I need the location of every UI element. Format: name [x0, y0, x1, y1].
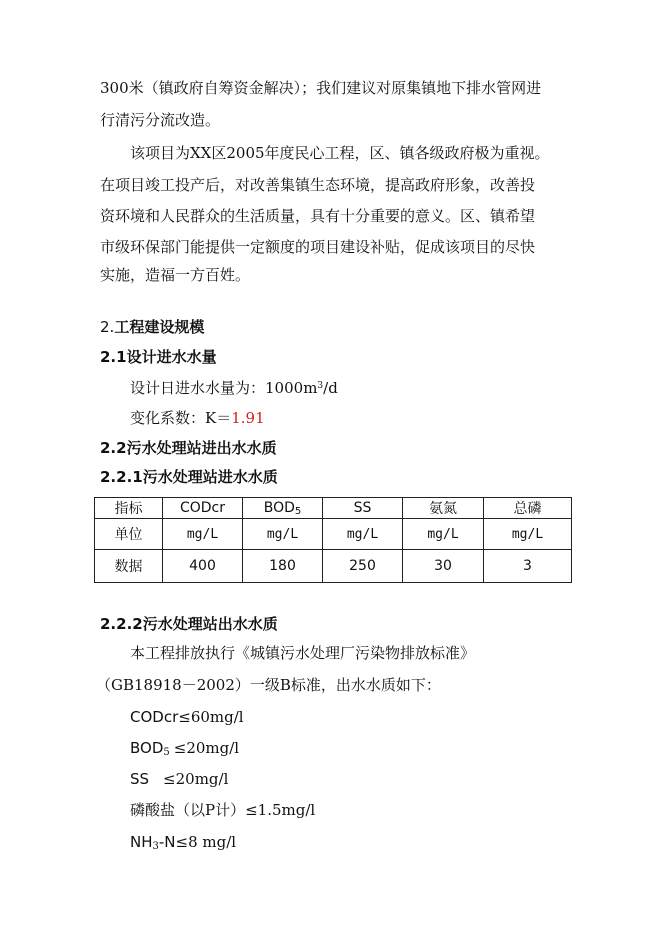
ammonia-suffix: -N: [158, 833, 176, 851]
header-ammonia: 氨氮: [403, 498, 484, 519]
bod-subscript: 5: [163, 747, 170, 758]
section2-title: 工程建设规模: [114, 318, 205, 336]
para2-line1: 该项目为XX区2005年度民心工程，区、镇各级政府极为重视。: [130, 144, 550, 162]
para2-line4: 市级环保部门能提供一定额度的项目建设补贴，促成该项目的尽快: [100, 238, 536, 256]
section2-heading: [100, 317, 204, 337]
header-bod-main: BOD: [263, 500, 295, 516]
value-cell: 3: [484, 550, 572, 583]
unit-cell: mg/L: [243, 519, 323, 550]
cod-label: CODcr: [130, 708, 179, 726]
unit-cell: mg/L: [484, 519, 572, 550]
standard-item-phosphate: [130, 800, 315, 820]
standard-text-line2: （GB18918－2002）一级B标准，出水水质如下：: [96, 676, 441, 694]
para2-line3: 资环境和人民群众的生活质量，具有十分重要的意义。区、镇希望: [100, 207, 536, 225]
para1-line2: 行清污分流改造。: [100, 111, 221, 129]
variation-coefficient-label: 变化系数：K＝: [130, 409, 232, 427]
para2-line5: 实施，造福一方百姓。: [100, 266, 251, 284]
section2-number: 2.: [100, 318, 115, 336]
unit-cell: mg/L: [323, 519, 403, 550]
influent-quality-table: [94, 497, 572, 583]
phosphate-limit: ≤1.5mg/l: [245, 801, 316, 819]
para1-line1: 300米（镇政府自筹资金解决）；我们建议对原集镇地下排水管网进: [100, 79, 542, 97]
standard-item-ammonia: [130, 832, 236, 852]
cod-limit: ≤60mg/l: [178, 708, 244, 726]
design-flow-label: 设计日进水水量为：: [130, 379, 266, 397]
value-cell: 180: [243, 550, 323, 583]
design-flow-line: [130, 378, 338, 398]
ammonia-label: NH: [130, 833, 153, 851]
section222-heading: 2.2.2污水处理站出水水质: [100, 615, 278, 633]
ammonia-subscript: 3: [152, 841, 159, 852]
table-header-row: [95, 498, 572, 519]
standard-item-bod: [130, 738, 239, 758]
data-row-label: 数据: [95, 550, 163, 583]
header-bod5: [243, 498, 323, 519]
unit-cell: mg/L: [163, 519, 243, 550]
table-row: [95, 519, 572, 550]
section22-heading: 2.2污水处理站进出水水质: [100, 439, 277, 457]
section21-heading: 2.1设计进水水量: [100, 348, 217, 366]
standard-item-ss: [130, 769, 228, 789]
header-total-phosphorus: 总磷: [484, 498, 572, 519]
value-cell: 400: [163, 550, 243, 583]
design-flow-exponent: 3: [317, 381, 324, 391]
value-cell: 250: [323, 550, 403, 583]
value-cell: 30: [403, 550, 484, 583]
standard-item-cod: [130, 707, 244, 727]
header-indicator: 指标: [95, 498, 163, 519]
header-ss: SS: [323, 498, 403, 519]
standard-text-line1: 本工程排放执行《城镇污水处理厂污染物排放标准》: [130, 644, 476, 662]
header-codcr: CODcr: [163, 498, 243, 519]
design-flow-unit: /d: [323, 379, 338, 397]
phosphate-label: 磷酸盐（以P计）: [130, 801, 246, 819]
bod-label: BOD: [130, 739, 164, 757]
table-row: [95, 550, 572, 583]
section221-heading: 2.2.1污水处理站进水水质: [100, 468, 278, 486]
variation-coefficient-line: [130, 408, 265, 428]
header-bod-subscript: 5: [294, 506, 302, 517]
design-flow-value: 1000m: [265, 379, 318, 397]
ss-label: SS: [130, 770, 150, 788]
unit-row-label: 单位: [95, 519, 163, 550]
ammonia-limit: ≤8 mg/l: [175, 833, 237, 851]
bod-limit: ≤20mg/l: [173, 739, 240, 757]
unit-cell: mg/L: [403, 519, 484, 550]
variation-coefficient-value: 1.91: [231, 409, 265, 427]
para2-line2: 在项目竣工投产后，对改善集镇生态环境，提高政府形象，改善投: [100, 176, 536, 194]
ss-limit: ≤20mg/l: [163, 770, 229, 788]
